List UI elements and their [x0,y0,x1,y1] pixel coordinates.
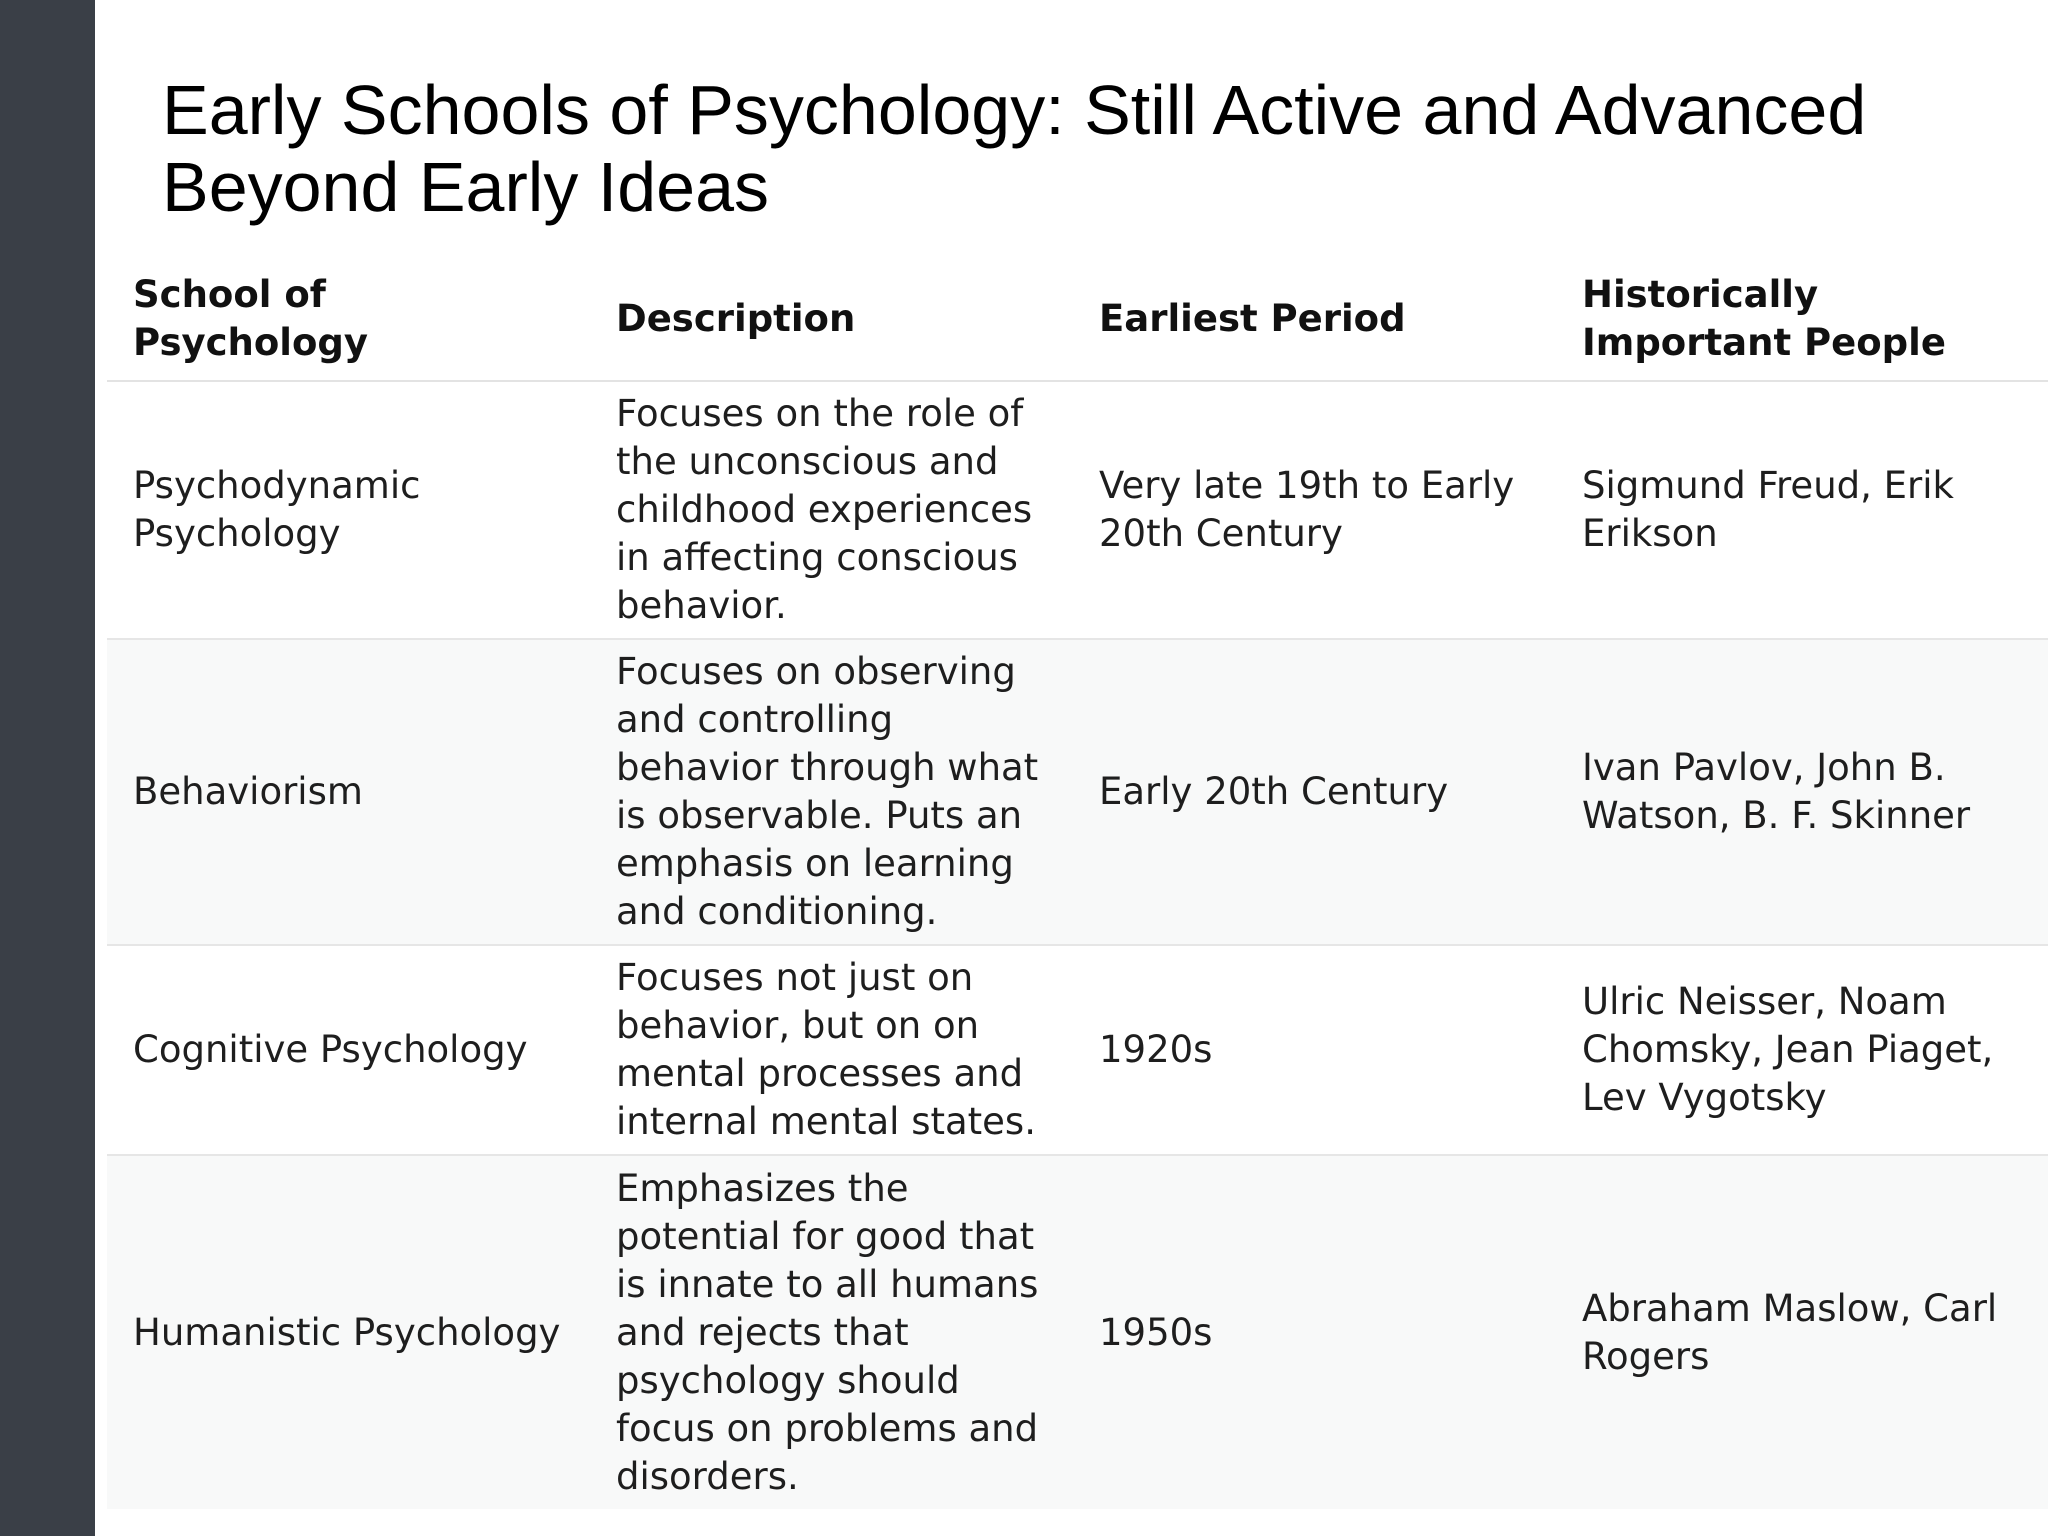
cell-people: Ivan Pavlov, John B. Watson, B. F. Skinner [1556,639,2048,945]
cell-school: Cognitive Psychology [107,945,590,1155]
cell-school: Psychodynamic Psychology [107,381,590,639]
header-school: School of Psychology [107,257,590,381]
table-row [107,945,2048,1155]
cell-description: Focuses on the role of the unconscious and childhood experiences in affecting conscious behavior. [590,381,1073,639]
cell-school: Behaviorism [107,639,590,945]
cell-period: 1950s [1073,1155,1556,1509]
table-row [107,381,2048,639]
cell-people: Ulric Neisser, Noam Chomsky, Jean Piaget, Lev Vygotsky [1556,945,2048,1155]
table-row [107,639,2048,945]
cell-people: Abraham Maslow, Carl Rogers [1556,1155,2048,1509]
table-header-row [107,257,2048,381]
cell-description: Focuses not just on behavior, but on on mental processes and internal mental states. [590,945,1073,1155]
schools-table [107,257,2048,1509]
table-row [107,1155,2048,1509]
header-period: Earliest Period [1073,257,1556,381]
header-people: Historically Important People [1556,257,2048,381]
cell-description: Emphasizes the potential for good that is innate to all humans and rejects that psychology should focus on problems and disorders. [590,1155,1073,1509]
cell-people: Sigmund Freud, Erik Erikson [1556,381,2048,639]
cell-period: 1920s [1073,945,1556,1155]
cell-period: Very late 19th to Early 20th Century [1073,381,1556,639]
slide-accent-bar [0,0,95,1536]
header-description: Description [590,257,1073,381]
cell-period: Early 20th Century [1073,639,1556,945]
slide-title: Early Schools of Psychology: Still Active and Advanced Beyond Early Ideas [162,71,1867,226]
cell-description: Focuses on observing and controlling behavior through what is observable. Puts an emphasis on learning and conditioning. [590,639,1073,945]
cell-school: Humanistic Psychology [107,1155,590,1509]
